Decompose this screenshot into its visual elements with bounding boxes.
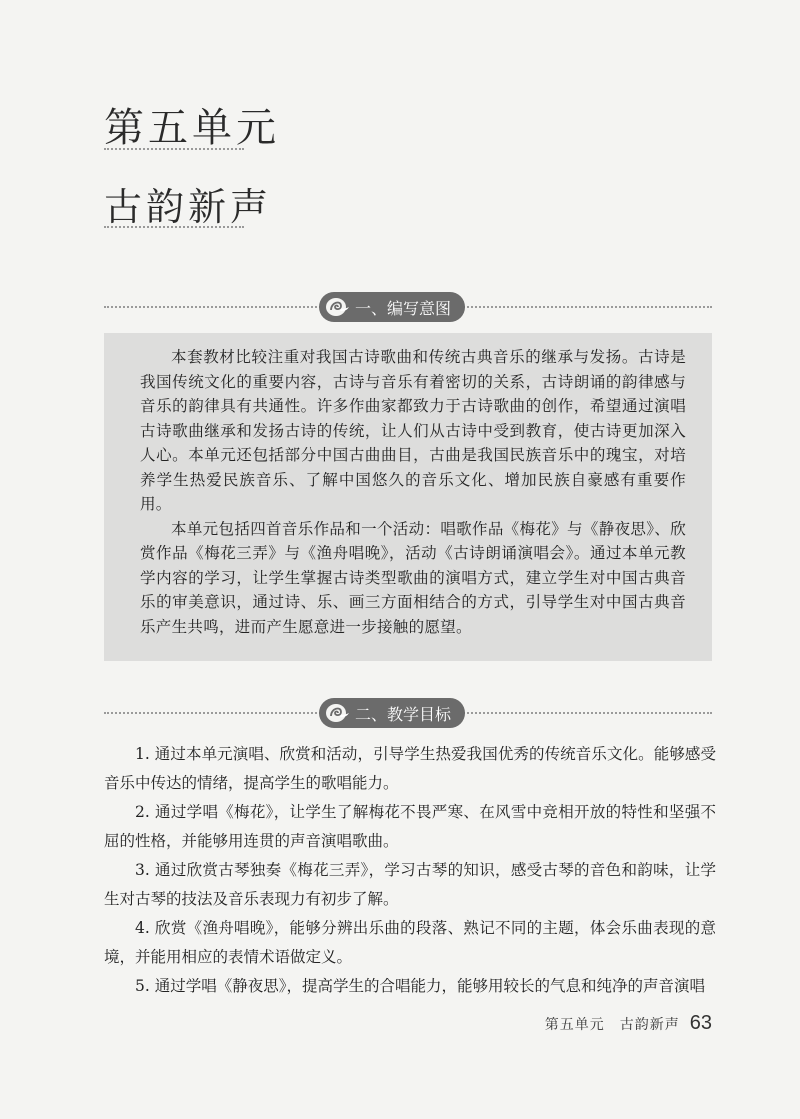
goal-item: 2. 通过学唱《梅花》，让学生了解梅花不畏严寒、在风雪中竞相开放的特性和坚强不屈的性格，并能够用连贯的声音演唱歌曲。 <box>104 803 716 850</box>
goal-item: 4. 欣赏《渔舟唱晚》，能够分辨出乐曲的段落、熟记不同的主题，体会乐曲表现的意境，并能用相应的表情术语做定义。 <box>104 919 716 966</box>
page-number: 63 <box>689 1012 712 1034</box>
section-header-goals <box>104 698 712 728</box>
unit-subtitle: 古韵新声 <box>104 185 273 229</box>
unit-title: 第五单元 <box>104 105 280 151</box>
intent-paragraph: 本套教材比较注重对我国古诗歌曲和传统古典音乐的继承与发扬。古诗是我国传统文化的重要内容，古诗与音乐有着密切的关系，古诗朗诵的韵律感与音乐的韵律具有共通性。许多作曲家都致力于古诗歌曲的创作，希望通过演唱古诗歌曲继承和发扬古诗的传统，让人们从古诗中受到教育，使古诗更加深入人心。本单元还包括部分中国古曲曲目，古曲是我国民族音乐中的瑰宝，对培养学生热爱民族音乐、了解中国悠久的音乐文化、增加民族自豪感有重要作用。 <box>140 348 686 513</box>
spiral-leaf-icon <box>325 296 351 318</box>
section-tag <box>319 698 465 728</box>
intent-paragraph: 本单元包括四首音乐作品和一个活动：唱歌作品《梅花》与《静夜思》、欣赏作品《梅花三弄》与《渔舟唱晚》，活动《古诗朗诵演唱会》。通过本单元教学内容的学习，让学生掌握古诗类型歌曲的演唱方式，建立学生对中国古典音乐的审美意识，通过诗、乐、画三方面相结合的方式，引导学生对中国古典音乐产生共鸣，进而产生愿意进一步接触的愿望。 <box>140 519 686 636</box>
unit-subtitle-divider <box>104 226 244 228</box>
section-title: 一、编写意图 <box>355 298 452 318</box>
section-header-intent <box>104 292 712 322</box>
goals-list <box>104 740 716 1001</box>
spiral-leaf-icon <box>325 702 351 724</box>
page-footer <box>500 1012 712 1035</box>
goal-item: 5. 通过学唱《静夜思》，提高学生的合唱能力，能够用较长的气息和纯净的声音演唱 <box>135 977 705 995</box>
running-title: 第五单元 古韵新声 <box>544 1017 680 1033</box>
unit-title-divider <box>104 148 244 150</box>
goal-item: 3. 通过欣赏古琴独奏《梅花三弄》，学习古琴的知识，感受古琴的音色和韵味，让学生对古琴的技法及音乐表现力有初步了解。 <box>104 861 716 908</box>
goal-item: 1. 通过本单元演唱、欣赏和活动，引导学生热爱我国优秀的传统音乐文化。能够感受音乐中传达的情绪，提高学生的歌唱能力。 <box>104 745 716 792</box>
intent-text-box <box>104 333 712 661</box>
section-tag <box>319 292 465 322</box>
section-title: 二、教学目标 <box>355 704 452 724</box>
